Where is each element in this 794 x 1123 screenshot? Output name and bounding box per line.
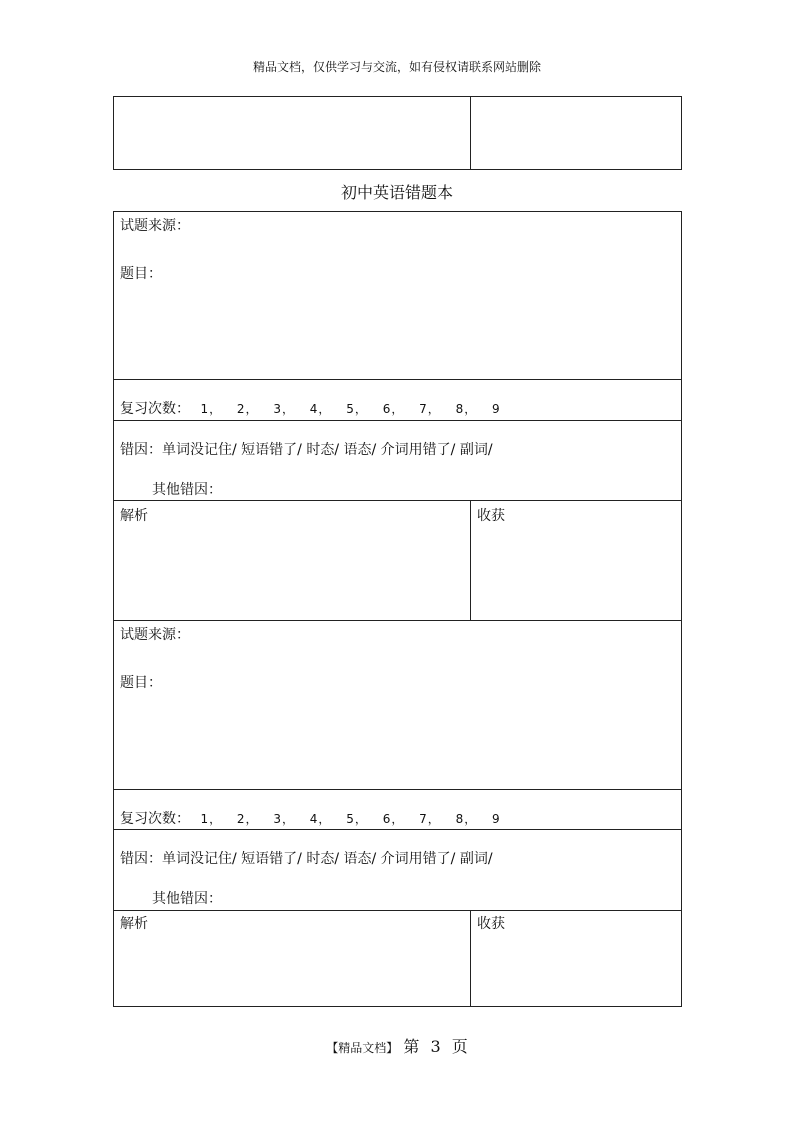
top-table-divider [470, 96, 471, 170]
page-footer [0, 1034, 794, 1057]
row-divider [113, 829, 682, 830]
row-divider [113, 500, 682, 501]
review-count-label [120, 398, 501, 418]
other-errors-label: 其他错因： [152, 891, 222, 907]
document-title: 初中英语错题本 [340, 183, 453, 202]
source-label: 试题来源： [120, 218, 190, 234]
source-label: 试题来源： [120, 627, 190, 643]
header-notice: 精品文档，仅供学习与交流，如有侵权请联系网站删除 [252, 60, 541, 74]
gain-label: 收获 [477, 916, 505, 932]
error-causes-label: 错因：单词没记住/ 短语错了/ 时态/ 语态/ 介词用错了/ 副词/ [120, 851, 493, 867]
question-label: 题目： [120, 266, 162, 282]
column-divider [470, 910, 471, 1007]
footer-page-number: 3 [430, 1037, 441, 1056]
gain-label: 收获 [477, 508, 505, 524]
review-numbers: 1， 2， 3， 4， 5， 6， 7， 8， 9 [200, 812, 501, 826]
error-causes-label: 错因：单词没记住/ 短语错了/ 时态/ 语态/ 介词用错了/ 副词/ [120, 442, 493, 458]
analysis-label: 解析 [120, 916, 148, 932]
row-divider [113, 789, 682, 790]
row-divider [113, 620, 682, 621]
question-label: 题目： [120, 675, 162, 691]
review-numbers: 1， 2， 3， 4， 5， 6， 7， 8， 9 [200, 402, 501, 416]
review-count-label [120, 808, 501, 828]
footer-page-prefix: 第 [403, 1037, 420, 1056]
review-label: 复习次数： [120, 811, 190, 827]
column-divider [470, 500, 471, 621]
row-divider [113, 379, 682, 380]
row-divider [113, 420, 682, 421]
row-divider [113, 910, 682, 911]
analysis-label: 解析 [120, 508, 148, 524]
footer-page-suffix: 页 [451, 1037, 468, 1056]
other-errors-label: 其他错因： [152, 482, 222, 498]
review-label: 复习次数： [120, 401, 190, 417]
top-partial-table [113, 96, 682, 170]
footer-bracket-label: 【精品文档】 [326, 1041, 399, 1055]
